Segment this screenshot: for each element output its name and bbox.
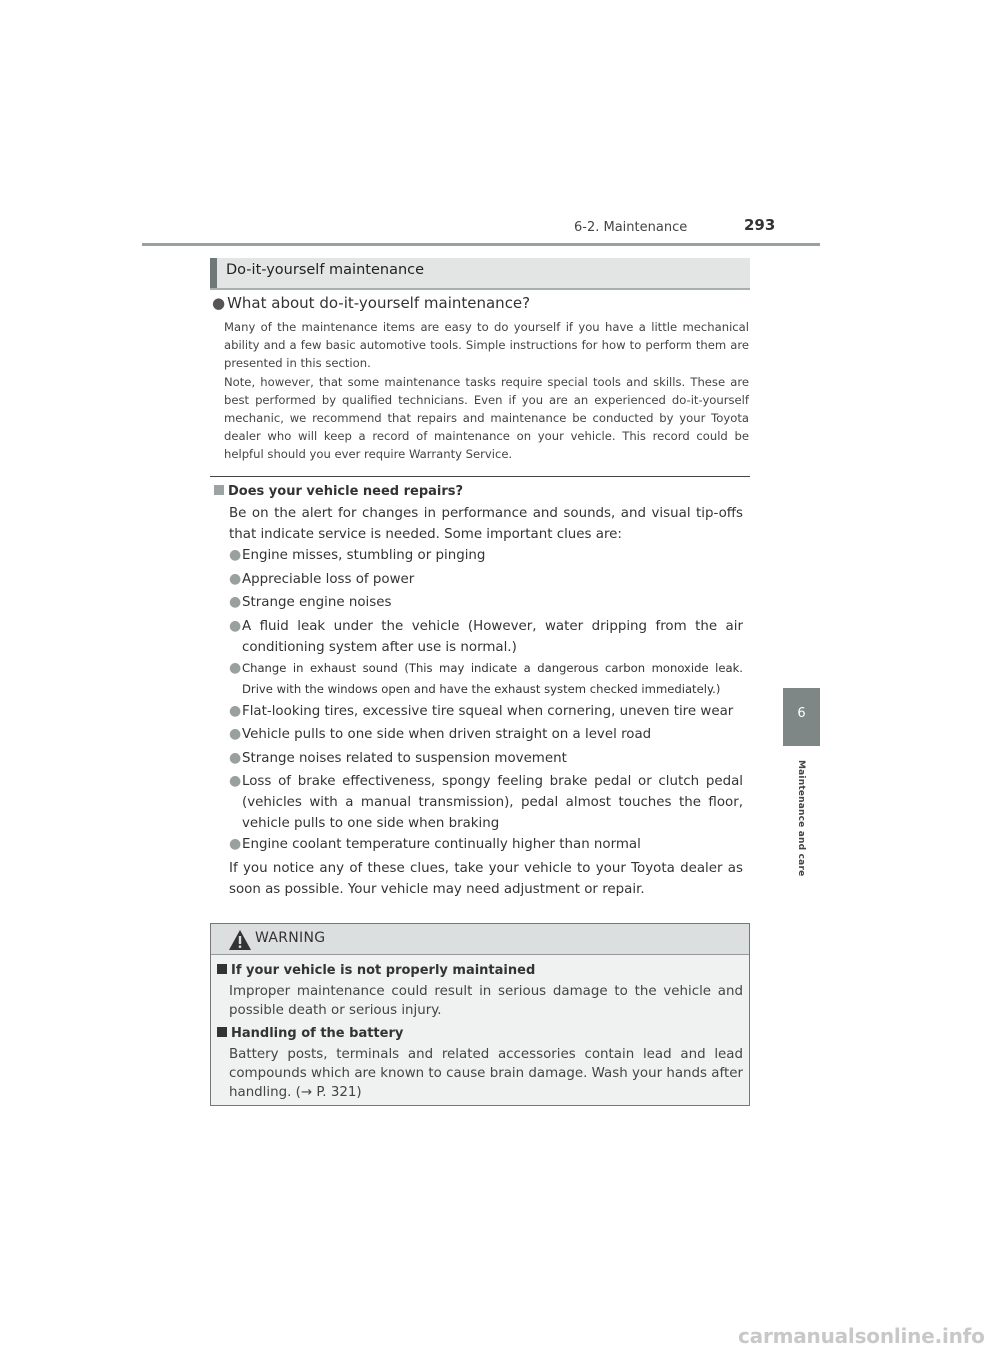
list-item: ● Engine misses, stumbling or pinging — [229, 545, 743, 566]
paragraph: Many of the maintenance items are easy to do yourself if you have a little mechanical ability and a few basic automotive tools. Simple instructions for how to perform them are presented in this section. — [224, 320, 749, 370]
bullet-icon: ● — [229, 571, 242, 587]
warning-item-text: Improper maintenance could result in serious damage to the vehicle and possible death or serious injury. — [229, 984, 743, 1018]
section-heading: Do-it-yourself maintenance — [226, 262, 425, 278]
repairs-outro: If you notice any of these clues, take your vehicle to your Toyota dealer as soon as possible. Your vehicle may need adjustment or repair. — [229, 861, 743, 897]
warning-triangle-icon — [228, 929, 252, 951]
warning-title: WARNING — [255, 930, 326, 946]
chapter-tab-label: Maintenance and care — [796, 760, 806, 877]
divider — [210, 476, 750, 477]
warning-item-heading: If your vehicle is not properly maintained — [217, 963, 535, 978]
paragraph: Note, however, that some maintenance tasks require special tools and skills. These are best performed by qualified technicians. Even if you are an experienced do-it-yourself mechanic, we recommend that repairs and maintenance be conducted by your Toyota dealer who will keep a record of maintenance on your vehicle. This record could be helpful should you ever require Warranty Service. — [224, 375, 749, 461]
warning-header — [211, 924, 749, 955]
question-heading — [212, 294, 530, 312]
bullet-icon: ● — [229, 726, 242, 742]
watermark: carmanualsonline.info — [738, 1324, 985, 1348]
list-item: ● Strange noises related to suspension movement — [229, 748, 743, 769]
subsection-heading — [214, 484, 463, 499]
list-item: ● Flat-looking tires, excessive tire squeal when cornering, uneven tire wear — [229, 701, 743, 722]
bullet-icon: ● — [229, 618, 242, 634]
list-item: ● Engine coolant temperature continually higher than normal — [229, 834, 743, 855]
list-item: ● Strange engine noises — [229, 592, 743, 613]
list-item: ● Change in exhaust sound (This may indicate a dangerous carbon monoxide leak. Drive with the windows open and have the exhaust system checked immediately.) — [229, 660, 743, 696]
list-item: ● Loss of brake effectiveness, spongy feeling brake pedal or clutch pedal (vehicles with a manual transmission), pedal almost touches the floor, vehicle pulls to one side when braking — [229, 773, 743, 831]
bullet-icon: ● — [229, 773, 242, 789]
bullet-icon: ● — [229, 836, 242, 852]
repairs-intro: Be on the alert for changes in performance and sounds, and visual tip-offs that indicate service is needed. Some important clues are: — [229, 506, 743, 542]
header-section-title: 6-2. Maintenance — [574, 220, 688, 235]
question-text: What about do-it-yourself maintenance? — [227, 294, 531, 312]
chapter-tab-number: 6 — [797, 706, 806, 721]
section-heading-accent — [210, 258, 217, 288]
bullet-icon: ● — [229, 703, 242, 719]
bullet-icon: ● — [229, 547, 242, 563]
list-item: ● Appreciable loss of power — [229, 569, 743, 590]
square-bullet-icon — [214, 485, 224, 495]
warning-item-heading: Handling of the battery — [217, 1026, 403, 1041]
warning-item-text: Battery posts, terminals and related accessories contain lead and lead compounds which are known to cause brain damage. Wash your hands after handling. (→ P. 321) — [229, 1047, 743, 1100]
bullet-icon: ● — [212, 294, 226, 312]
square-bullet-icon — [217, 1027, 227, 1037]
subsection-heading-text: Does your vehicle need repairs? — [228, 484, 464, 499]
bullet-icon: ● — [229, 750, 242, 766]
list-item: ● Vehicle pulls to one side when driven straight on a level road — [229, 724, 743, 745]
bullet-icon: ● — [229, 594, 242, 610]
square-bullet-icon — [217, 964, 227, 974]
bullet-icon: ● — [229, 660, 242, 676]
page-number: 293 — [744, 216, 776, 234]
warning-box — [210, 923, 750, 1106]
list-item: ● A fluid leak under the vehicle (However, water dripping from the air conditioning system after use is normal.) — [229, 618, 743, 655]
header-divider — [142, 243, 820, 246]
